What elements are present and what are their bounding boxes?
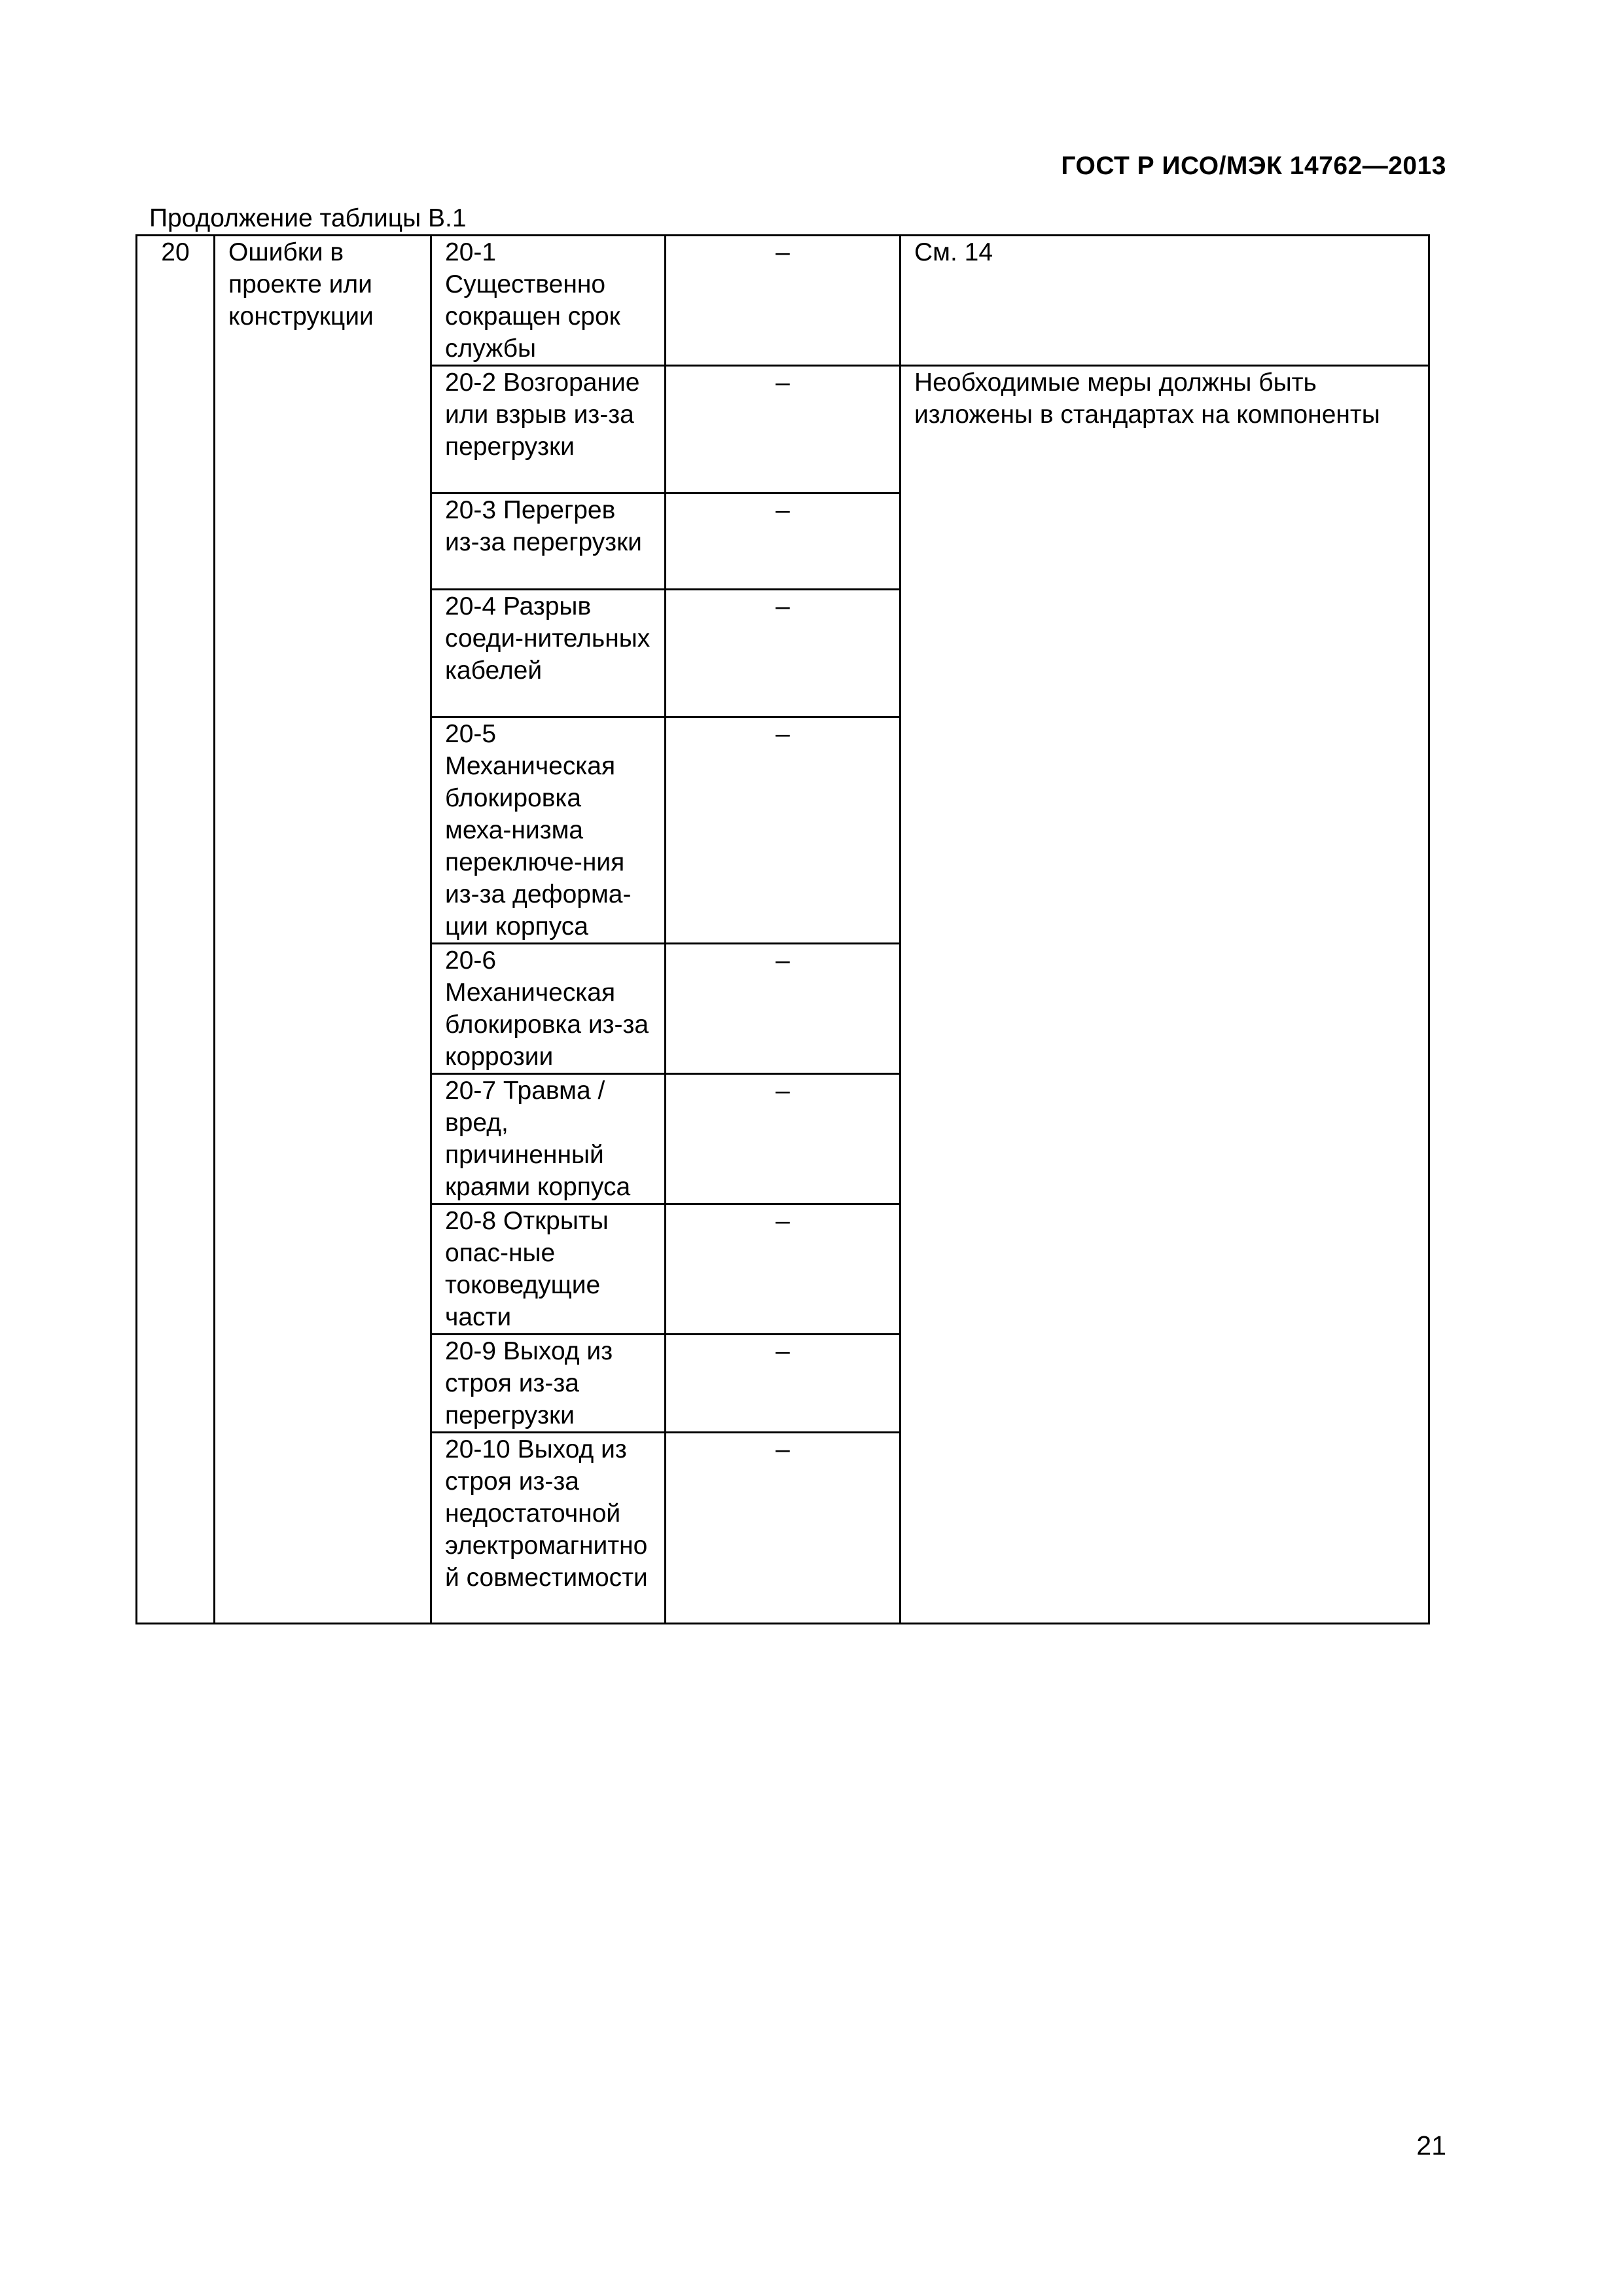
mark-cell: –: [666, 590, 901, 717]
hazard-item-cell: 20-8 Открыты опас-ные токоведущие части: [431, 1204, 666, 1335]
mark-cell: –: [666, 1335, 901, 1433]
hazard-item-cell: 20-9 Выход из строя из-за перегрузки: [431, 1335, 666, 1433]
hazard-item-cell: 20-5 Механическая блокировка меха-низма переключе-ния из-за деформа-ции корпуса: [431, 717, 666, 944]
note-cell: См. 14: [901, 236, 1429, 366]
mark-cell: –: [666, 944, 901, 1074]
page-number: 21: [1416, 2130, 1446, 2161]
hazard-item-cell: 20-2 Возгорание или взрыв из-за перегрузки: [431, 366, 666, 493]
mark-cell: –: [666, 1204, 901, 1335]
hazard-item-cell: 20-10 Выход из строя из-за недостаточной электромагнитной совместимости: [431, 1433, 666, 1624]
group-title-cell: Ошибки в проекте или конструкции: [215, 236, 431, 1624]
table-caption: Продолжение таблицы В.1: [149, 204, 467, 232]
hazard-item-cell: 20-1 Существенно сокращен срок службы: [431, 236, 666, 366]
hazard-item-cell: 20-6 Механическая блокировка из-за коррозии: [431, 944, 666, 1074]
hazard-item-cell: 20-7 Травма / вред, причиненный краями корпуса: [431, 1074, 666, 1204]
mark-cell: –: [666, 236, 901, 366]
table-row: [137, 236, 1429, 366]
mark-cell: –: [666, 1433, 901, 1624]
mark-cell: –: [666, 366, 901, 493]
requirements-table: [135, 234, 1430, 1624]
hazard-item-cell: 20-4 Разрыв соеди-нительных кабелей: [431, 590, 666, 717]
mark-cell: –: [666, 1074, 901, 1204]
document-header: ГОСТ Р ИСО/МЭК 14762—2013: [1061, 152, 1446, 180]
mark-cell: –: [666, 717, 901, 944]
mark-cell: –: [666, 493, 901, 590]
group-number-cell: 20: [137, 236, 215, 1624]
hazard-item-cell: 20-3 Перегрев из-за перегрузки: [431, 493, 666, 590]
note-cell: Необходимые меры должны быть изложены в стандартах на компоненты: [901, 366, 1429, 1624]
